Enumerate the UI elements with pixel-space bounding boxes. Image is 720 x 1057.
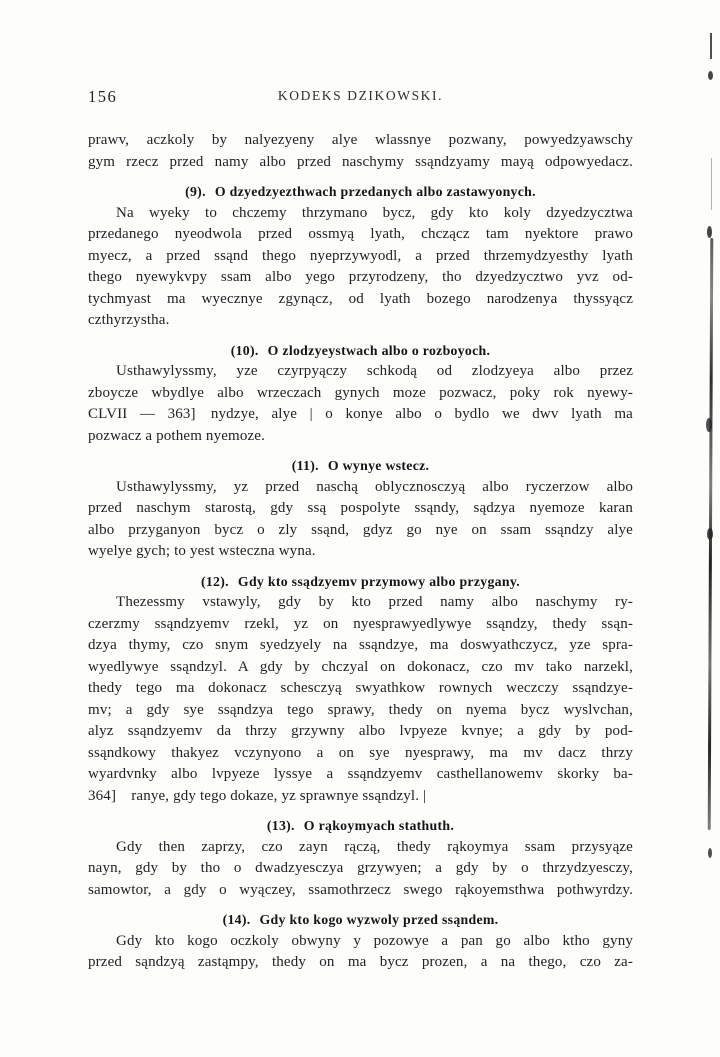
text-line: Na wyeky to chczemy thrzymano bycz, gdy kto koly dzyedzycztwa	[116, 204, 633, 221]
text-line: prawv, aczkoly by nalyezyeny alye wlassnye pozwany, powyedzyawschy	[88, 132, 633, 148]
text-line: thedy tego ma dokonacz schesczyą swyathkow rownych weczczy ssąndzye-	[88, 680, 633, 696]
document-body	[88, 130, 633, 974]
section-number: (11).	[291, 458, 319, 473]
section-title: O wynye wstecz.	[327, 458, 430, 473]
text-line: samowtor, a gdy o wyączey, ssamothrzecz swego rąkoyemsthwa pothwyrdzy.	[88, 881, 633, 898]
text-line: CLVII — 363] nydzye, alye | o konye albo o bydlo we dwv lyath ma	[88, 406, 633, 422]
section-title: Gdy kto ssądzyemv przymowy albo przygany.	[237, 573, 521, 589]
text-line: 364] ranye, gdy tego dokaze, yz sprawnye ssąndzyl. |	[88, 787, 427, 804]
scan-artifact-knot-2	[707, 528, 713, 540]
text-line: wyelye gych; to yest wsteczna wyna.	[88, 543, 316, 559]
section-title: O dzyedzyezthwach przedanych albo zastawyonych.	[214, 184, 536, 199]
text-line: czerzmy ssąndzyemv rzekl, yz on nyesprawyedlywye ssąndzy, thedy ssąn-	[88, 615, 633, 632]
section-heading	[88, 571, 633, 593]
text-line: mv; a gdy sye ssąndzya tego sprawy, thedy on nyema bycz wyslvchan,	[88, 701, 633, 718]
section-title: O rąkoymyach stathuth.	[303, 818, 455, 833]
section-heading	[88, 909, 633, 931]
text-line: pozwacz a pothem nyemoze.	[88, 427, 266, 444]
section-body	[88, 837, 633, 902]
section-body	[88, 361, 633, 447]
section-title: Gdy kto kogo wyzwoly przed ssąndem.	[259, 912, 499, 927]
text-line: wyedlywye ssąndzyl. A gdy by chczyal on dokonacz, czo mv tako narzekl,	[88, 658, 633, 675]
section-body	[88, 931, 633, 974]
scan-artifact-knot-1	[706, 418, 712, 432]
text-line: Gdy kto kogo oczkoly obwyny y pozowye a pan go albo ktho gyny	[116, 932, 633, 949]
text-line: myecz, a przed ssąnd thego nyeprzywyodl, a przed thrzemydzyesthy lyath	[88, 247, 633, 264]
section-heading	[88, 455, 633, 477]
section-number: (13).	[266, 818, 295, 833]
section-number: (14).	[222, 912, 251, 927]
text-line: ssąndkowy thakyez vczynyono a on sye nyesprawy, ma mv dacz thrzy	[88, 744, 633, 761]
section-number: (9).	[185, 184, 206, 199]
text-line: Usthawylyssmy, yz przed naschą oblycznosczyą albo ryczerzow albo	[116, 478, 633, 495]
text-line: przedanego nyeodwola przed ossmyą lyath, chczącz tam nyektore prawo	[88, 226, 633, 242]
text-line: tychmyast ma wyecznye zgynącz, od lyath bozego narodzenya thyssyącz	[88, 290, 633, 307]
section-heading	[88, 815, 633, 837]
scan-artifact-blob	[707, 226, 712, 238]
scan-artifact-dash	[710, 33, 712, 59]
text-line: nayn, gdy by tho o dwadzyesczya grzywyen; a gdy by o thrzydzyesczy,	[88, 860, 633, 876]
intro-paragraph	[88, 130, 633, 173]
text-block	[88, 86, 633, 974]
text-line: czthyrzystha.	[88, 312, 170, 328]
section-body	[88, 592, 633, 807]
scan-artifact-dot	[708, 71, 713, 80]
text-line: Thezessmy vstawyly, gdy by kto przed namy albo naschymy ry-	[116, 594, 633, 610]
scan-artifact-faint-line	[711, 158, 712, 210]
section-body	[88, 203, 633, 332]
text-line: thego nyewykvpy ssam albo yego przyrodzeny, tho dzyedzycztwo yvz od-	[88, 269, 633, 285]
text-line: przed sąndzyą zastąmpy, thedy on ma bycz prozen, a na thego, czo za-	[88, 954, 633, 970]
section-body	[88, 477, 633, 563]
text-line: dzya thymy, czo snym syedzyely na ssąndzye, ma doswyathczycz, yze spra-	[88, 637, 633, 653]
text-line: wyardvnky albo lvpyeze lyssye a ssąndzyemv casthellanowemv skorky ba-	[88, 766, 633, 782]
text-line: gym rzecz przed namy albo przed naschymy ssąndzyamy mayą odpowyedacz.	[88, 153, 633, 170]
section-title: O zlodzyeystwach albo o rozboyoch.	[267, 342, 491, 358]
text-line: Usthawylyssmy, yze czyrpyączy schkodą od zlodzyeya albo przez	[116, 363, 633, 379]
text-line: alyz ssąndzyemv da thrzy grzywny albo lvpyeze kvnye; a gdy by pod-	[88, 723, 633, 739]
page-number: 156	[88, 87, 118, 106]
section-heading	[88, 181, 633, 203]
text-line: albo przyganyon bycz o zly ssąnd, gdyz go nye on ssam ssąndzy alye	[88, 521, 633, 538]
text-line: Gdy then zaprzy, czo zayn rączą, thedy rąkoymya ssam przysyąze	[116, 838, 633, 855]
page-header	[88, 86, 633, 106]
section-number: (12).	[200, 573, 229, 589]
running-title: KODEKS DZIKOWSKI.	[277, 88, 444, 103]
scan-artifact-blob-bottom	[708, 848, 712, 858]
text-line: zboycze wbydlye albo wrzeczach gynych moze pozwacz, poky rok nyewy-	[88, 384, 633, 401]
section-heading	[88, 340, 633, 362]
text-line: przed naschym starostą, gdy ssą pospolyte ssąndy, sądzya nyemoze karan	[88, 500, 633, 516]
section-number: (10).	[230, 342, 259, 358]
